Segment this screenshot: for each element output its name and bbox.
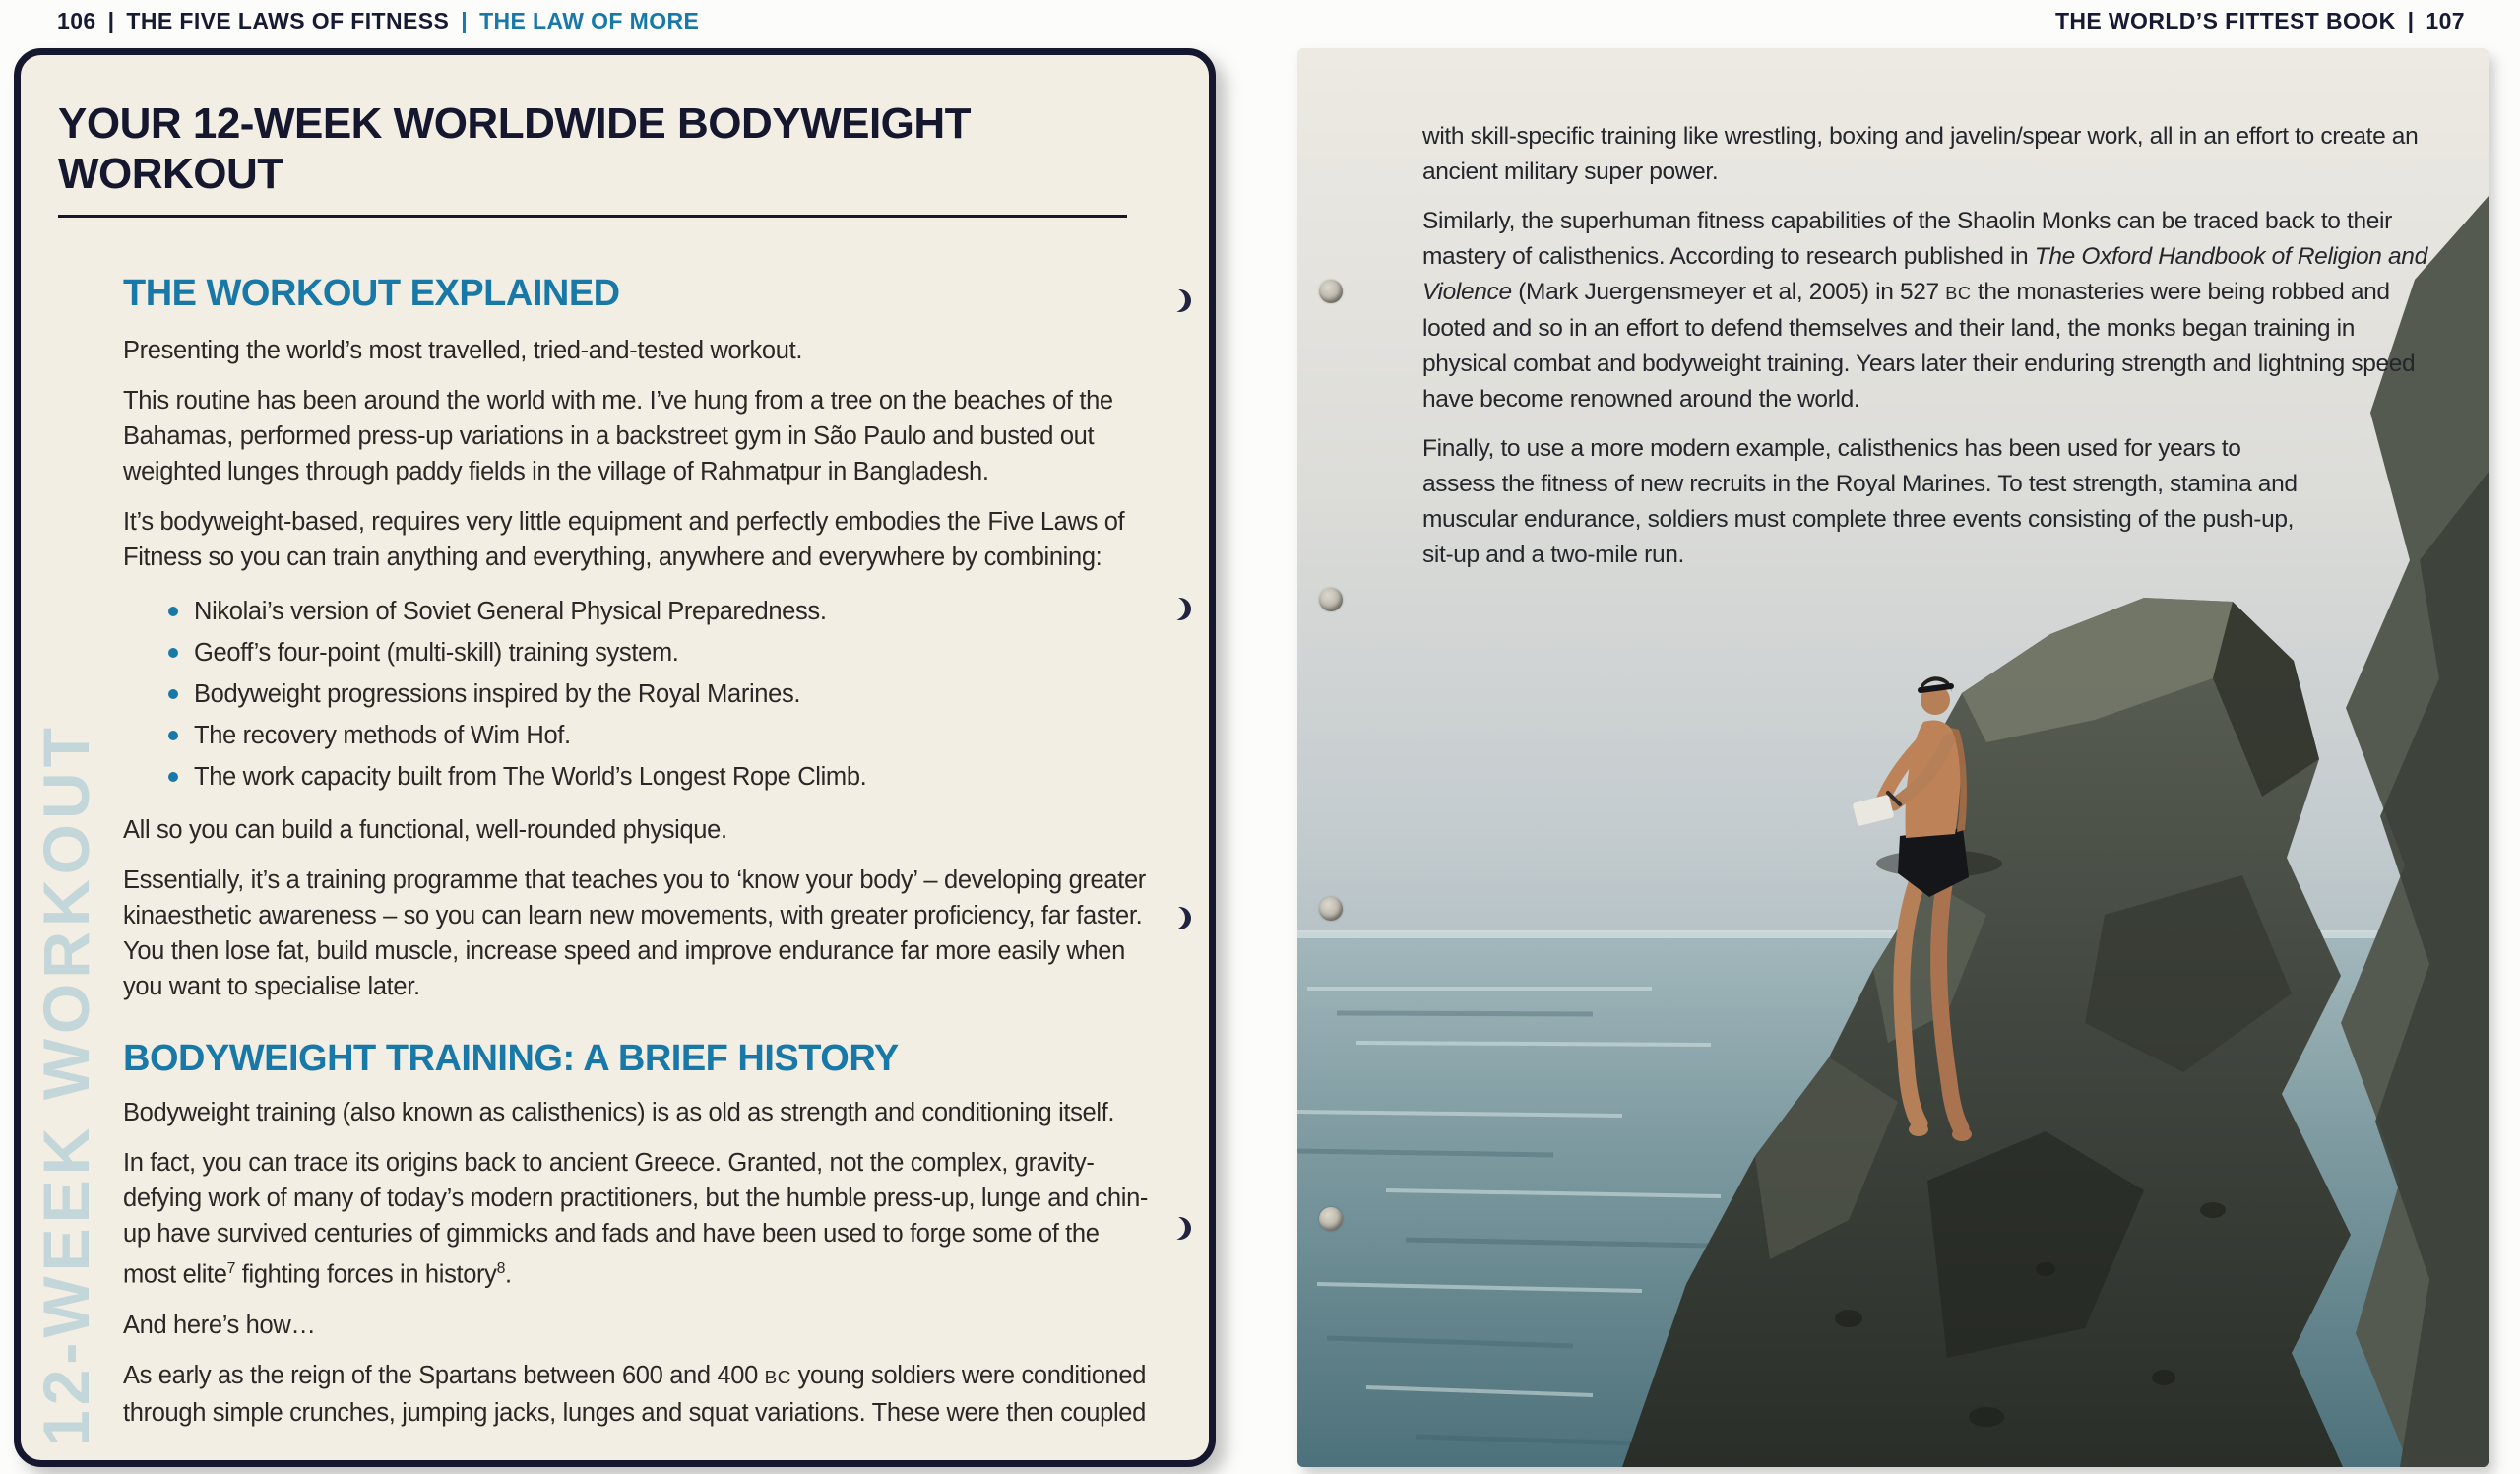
- running-head-left: [57, 8, 699, 34]
- bullet-dot-icon: [168, 731, 178, 740]
- section-heading-workout-explained: THE WORKOUT EXPLAINED: [123, 273, 620, 315]
- paragraph: Essentially, it’s a training programme that teaches you to ‘know your body’ – developing greater kinaesthetic awareness – so you can learn new movements, with greater proficiency, far faster. You then lose fat, build muscle, increase speed and improve endurance far more easily when you want to specialise later.: [123, 866, 1146, 1001]
- list-item: Nikolai’s version of Soviet General Physical Preparedness.: [168, 591, 1146, 632]
- binder-hole: [1319, 897, 1343, 921]
- chapter-margin-label: 12-WEEK WORKOUT: [30, 723, 102, 1446]
- running-heads: [0, 0, 2520, 45]
- bullet-dot-icon: [168, 772, 178, 782]
- book-title-left: THE FIVE LAWS OF FITNESS: [126, 8, 450, 33]
- binder-ring-shadow: [1168, 289, 1191, 312]
- binder-hole: [1319, 1207, 1343, 1231]
- paragraph: Bodyweight training (also known as calisthenics) is as old as strength and conditioning itself.: [123, 1099, 1115, 1127]
- paragraph: All so you can build a functional, well-rounded physique.: [123, 816, 727, 845]
- paragraph: with skill-specific training like wrestling, boxing and javelin/spear work, all in an effort to create an ancient military super power.: [1422, 123, 2419, 185]
- paragraph: This routine has been around the world with me. I’ve hung from a tree on the beaches of the Bahamas, performed press-up variations in a backstreet gym in São Paulo and busted out weighted lunges through paddy fields in the village of Rahmatpur in Bangladesh.: [123, 387, 1113, 486]
- title-rule: [58, 215, 1127, 218]
- combining-bullet-list: [168, 591, 1146, 798]
- separator: |: [2407, 8, 2415, 33]
- bullet-dot-icon: [168, 607, 178, 616]
- list-item: The recovery methods of Wim Hof.: [168, 715, 1146, 756]
- paragraph: As early as the reign of the Spartans between 600 and 400 BC young soldiers were conditioned through simple crunches, jumping jacks, lunges and squat variations. These were then coupled: [123, 1361, 1147, 1427]
- paragraph: Similarly, the superhuman fitness capabilities of the Shaolin Monks can be traced back to their mastery of calisthenics. According to research published in The Oxford Handbook of Religion and Violence (Mark Juergensmeyer et al, 2005) in 527 BC the monasteries were being robbed and looted and so in an effort to defend themselves and their land, the monks began training in physical combat and bodyweight training. Years later their enduring strength and lightning speed have become renowned around the world.: [1422, 208, 2427, 413]
- paragraph: Presenting the world’s most travelled, tried-and-tested workout.: [123, 337, 803, 365]
- section-heading-history: BODYWEIGHT TRAINING: A BRIEF HISTORY: [123, 1038, 899, 1080]
- bullet-dot-icon: [168, 648, 178, 658]
- binder-ring-shadow: [1168, 598, 1191, 620]
- page-number-left: 106: [57, 8, 96, 33]
- bullet-dot-icon: [168, 689, 178, 699]
- right-page: [1297, 48, 2488, 1467]
- paragraph: Finally, to use a more modern example, calisthenics has been used for years to assess the fitness of new recruits in the Royal Marines. To test strength, stamina and muscular endurance, soldiers must complete three events consisting of the push-up, sit-up and a two-mile run.: [1422, 435, 2298, 568]
- chapter-title: THE LAW OF MORE: [479, 8, 700, 33]
- book-title-right: THE WORLD’S FITTEST BOOK: [2054, 8, 2396, 33]
- right-page-copy: [1422, 105, 2432, 573]
- page-number-right: 107: [2426, 8, 2465, 33]
- left-page: [14, 48, 1216, 1467]
- binder-hole: [1319, 588, 1343, 611]
- binder-hole: [1319, 280, 1343, 303]
- binder-ring-shadow: [1168, 1217, 1191, 1240]
- list-item: The work capacity built from The World’s Longest Rope Climb.: [168, 756, 1146, 798]
- paragraph: It’s bodyweight-based, requires very little equipment and perfectly embodies the Five Laws of Fitness so you can train anything and everything, anywhere and everywhere by combining:: [123, 508, 1125, 572]
- binder-ring-shadow: [1168, 907, 1191, 929]
- running-head-right: [2055, 8, 2465, 34]
- separator: |: [461, 8, 469, 33]
- list-item: Bodyweight progressions inspired by the Royal Marines.: [168, 673, 1146, 715]
- paragraph: In fact, you can trace its origins back to ancient Greece. Granted, not the complex, gravity-defying work of many of today’s modern practitioners, but the humble press-up, lunge and chin-up have survived centuries of gimmicks and fads and have been used to forge some of the most elite$^7$ fighting forces in history$^8$.: [123, 1149, 1149, 1289]
- page-title: YOUR 12-WEEK WORLDWIDE BODYWEIGHT WORKOUT: [58, 99, 972, 199]
- separator: |: [107, 8, 115, 33]
- paragraph: And here’s how…: [123, 1311, 316, 1339]
- workout-explained-section: [123, 273, 1149, 1431]
- list-item: Geoff’s four-point (multi-skill) training system.: [168, 632, 1146, 673]
